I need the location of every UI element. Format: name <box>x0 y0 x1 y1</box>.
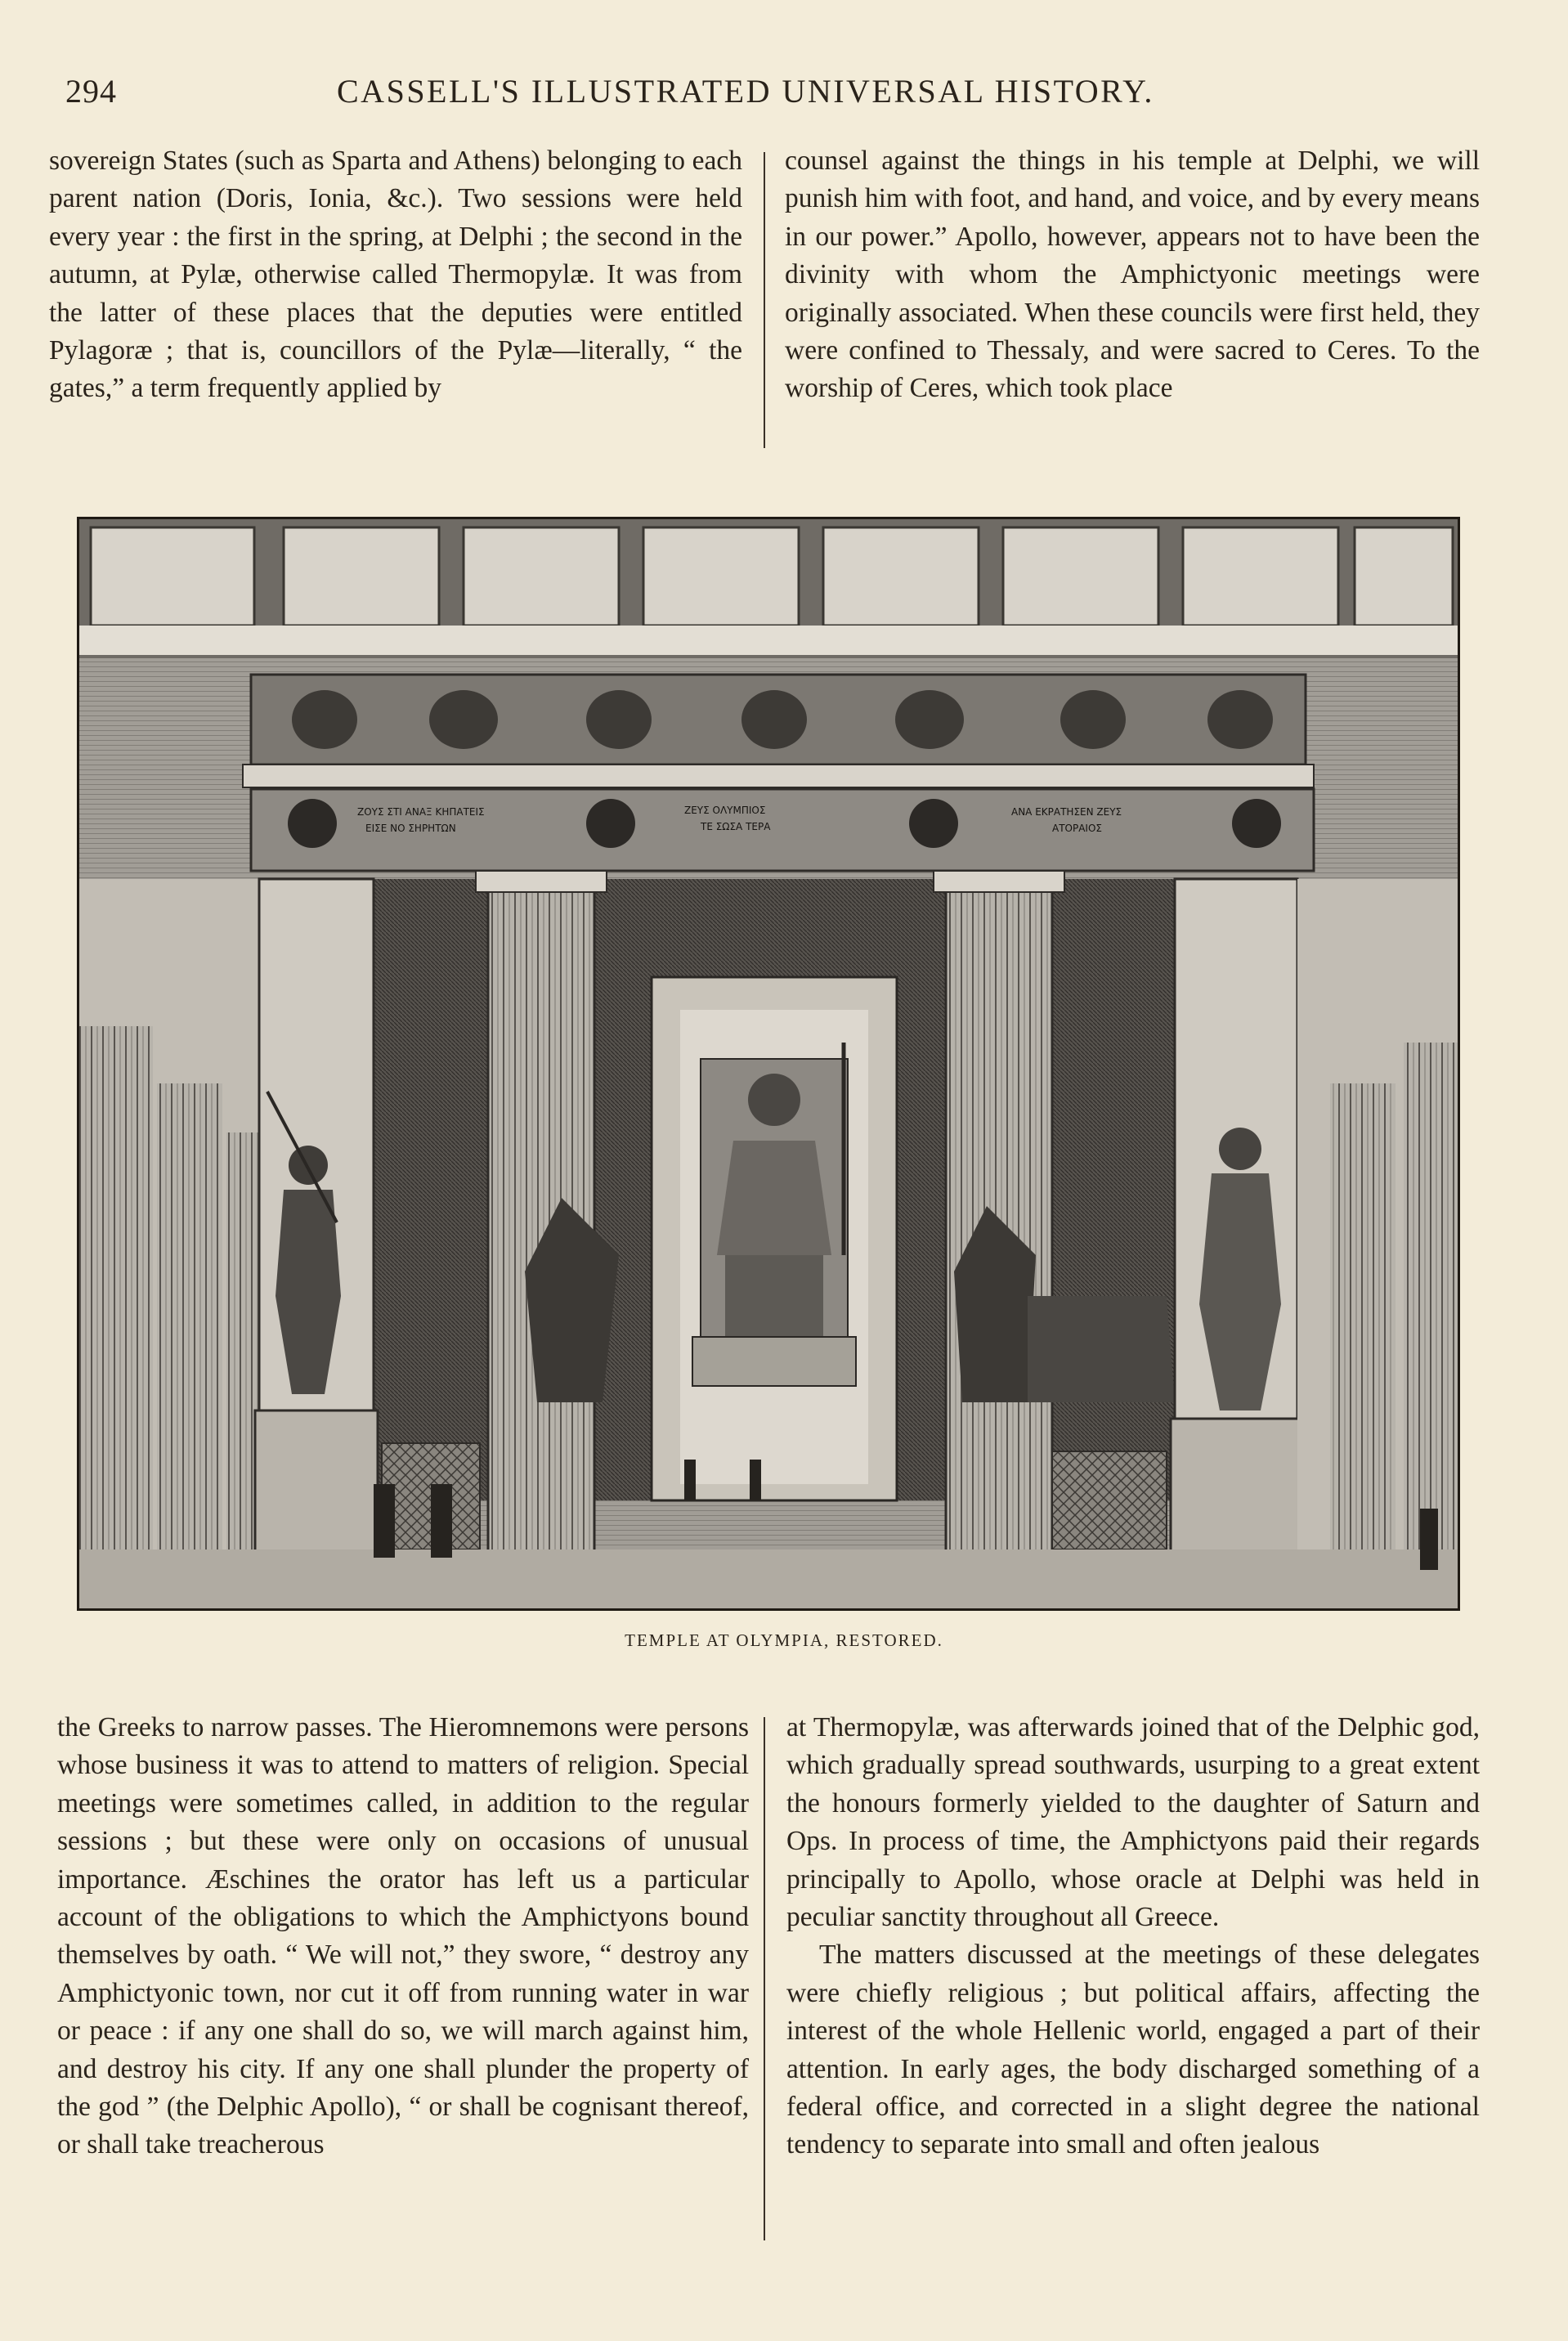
inscription-3: ΖΕΥΣ ΟΛΥΜΠΙΟΣ <box>684 805 766 816</box>
inscription-6: ΑΤΟΡΑΙΟΣ <box>1052 823 1102 834</box>
zeus-statue <box>692 1043 856 1386</box>
figure-caption: TEMPLE AT OLYMPIA, RESTORED. <box>625 1630 943 1650</box>
column-divider-bottom <box>764 1717 765 2240</box>
temple-illustration <box>77 517 1460 1611</box>
temple-engraving <box>79 519 1458 1608</box>
bottom-right-column <box>786 1709 1480 2164</box>
top-left-paragraph: sovereign States (such as Sparta and Athens) belonging to each parent nation (Doris, Ionia, &c.). Two sessions were held every year : the first in the spring, at Delphi ; the second in the autumn, at Pylæ, otherwise called Thermopylæ. It was from the latter of these places that the deputies were entitled Pylagoræ ; that is, councillors of the Pylæ—literally, “ the gates,” a term frequently applied by <box>49 146 742 404</box>
inscription-5: ΑΝΑ ΕΚΡΑΤΗΣΕΝ ΖΕΥΣ <box>1011 806 1122 818</box>
bottom-left-paragraph: the Greeks to narrow passes. The Hieromnemons were persons whose business it was to attend to matters of religion. Special meetings were sometimes called, in addition to the regular sessions ; but these were only on occasions of unusual importance. Æschines the orator has left us a particular account of the obligations to which the Amphictyons bound themselves by oath. “ We will not,” they swore, “ destroy any Amphictyonic town, nor cut it off from running water in war or peace : if any one shall do so, we will march against him, and destroy his city. If any one shall plunder the property of the god ” (the Delphic Apollo), “ or shall be cognisant thereof, or shall take treacherous <box>57 1712 749 2160</box>
column-divider-top <box>764 152 765 448</box>
page-number: 294 <box>65 73 117 110</box>
page-header <box>65 72 1483 113</box>
running-title: CASSELL'S ILLUSTRATED UNIVERSAL HISTORY. <box>337 73 1154 110</box>
bottom-right-paragraph-2: The matters discussed at the meetings of these delegates were chiefly religious ; but political affairs, affecting the interest of the whole Hellenic world, engaged a part of their attention. In early ages, the body discharged something of a federal office, and corrected in a slight degree the national tendency to separate into small and often jealous <box>786 1940 1480 2160</box>
inscription-4: ΤΕ ΣΩΣΑ ΤΕΡΑ <box>701 821 771 832</box>
top-right-column <box>785 142 1480 408</box>
inscription-2: ΕΙΣΕ ΝΟ ΣΗΡΗΤΩΝ <box>365 823 456 834</box>
inscription-1: ΖΟΥΣ ΣΤΙ ΑΝΑΞ ΚΗΠΑΤΕΙΣ <box>357 806 485 818</box>
bottom-right-paragraph-1: at Thermopylæ, was afterwards joined that of the Delphic god, which gradually spread southwards, usurping to a great extent the honours formerly yielded to the daughter of Saturn and Ops. In process of time, the Amphictyons paid their regards principally to Apollo, whose oracle at Delphi was held in peculiar sanctity throughout all Greece. <box>786 1712 1480 1933</box>
top-right-paragraph: counsel against the things in his temple at Delphi, we will punish him with foot, and hand, and voice, and by every means in our power.” Apollo, however, appears not to have been the divinity with whom the Amphictyonic meetings were originally associated. When these councils were first held, they were confined to Thessaly, and were sacred to Ceres. To the worship of Ceres, which took place <box>785 146 1480 404</box>
top-left-column <box>49 142 742 408</box>
bottom-left-column <box>57 1709 749 2164</box>
